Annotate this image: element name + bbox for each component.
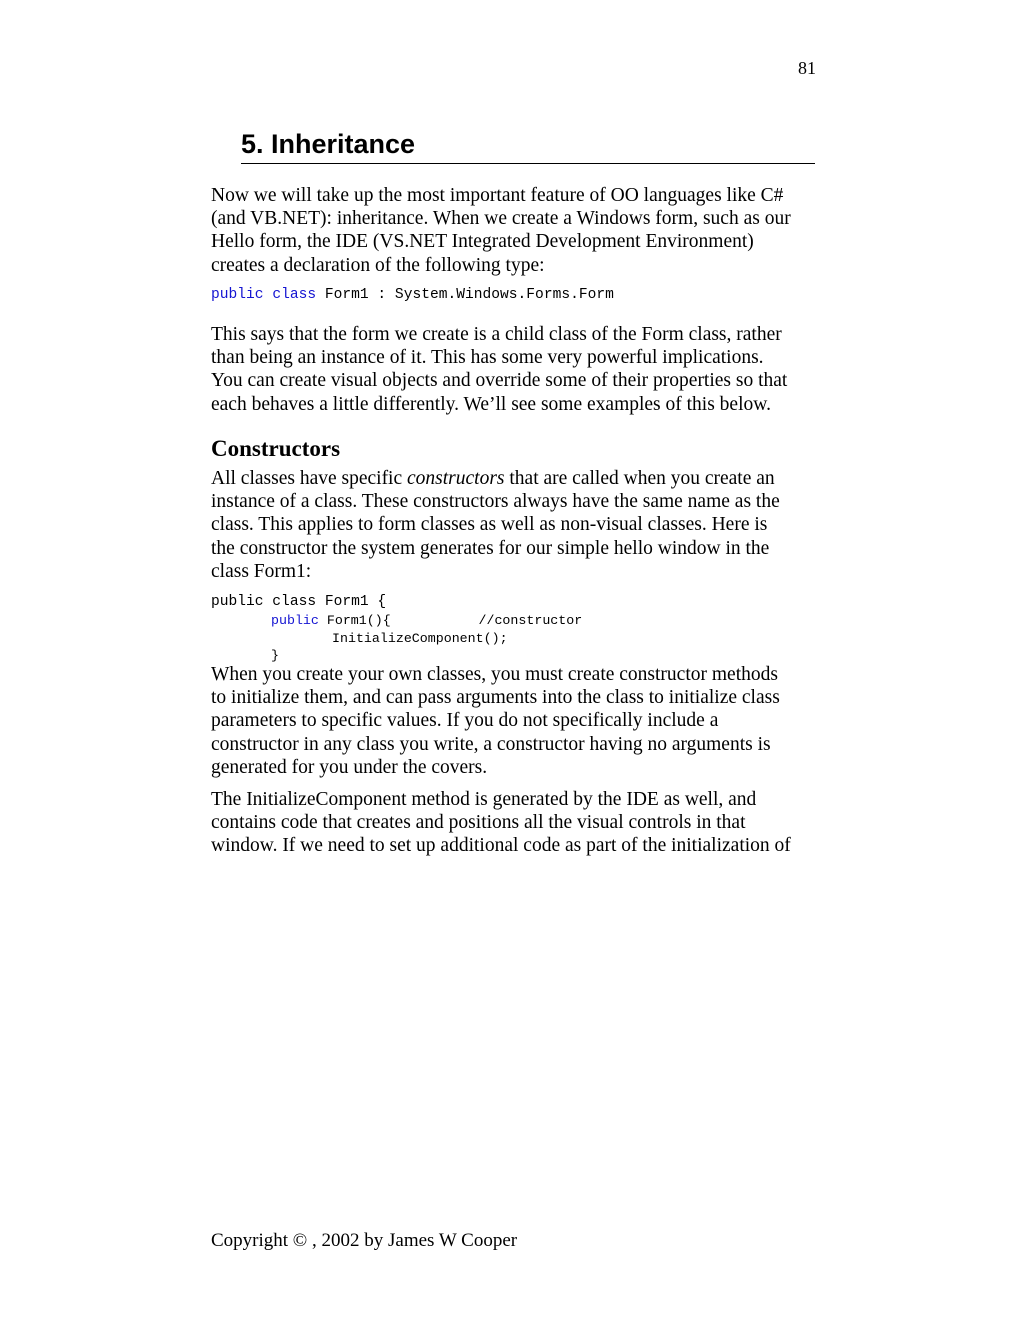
code-keyword: class [272,287,317,303]
code-line: } [271,648,279,663]
initialize-component-paragraph [211,788,821,858]
text-line: Hello form, the IDE (VS.NET Integrated Development Environment) [211,231,754,253]
copyright-footer: Copyright © , 2002 by James W Cooper [211,1230,518,1251]
page-number: 81 [798,58,816,78]
text-line: to initialize them, and can pass arguments into the class to initialize class [211,687,780,709]
constructor-methods-paragraph [211,663,821,779]
text-line: The InitializeComponent method is generated by the IDE as well, and [211,789,757,810]
intro-paragraph [211,184,821,277]
text-line: the constructor the system generates for our simple hello window in the [211,537,770,559]
code-keyword: public [211,287,264,303]
text-line: When you create your own classes, you must create constructor methods [211,664,778,685]
text-line: parameters to specific values. If you do not specifically include a [211,710,719,732]
text-line: than being an instance of it. This has some very powerful implications. [211,347,764,369]
text-line [211,467,821,490]
constructors-paragraph [211,467,821,583]
section-heading-constructors: Constructors [211,436,341,461]
text-line: (and VB.NET): inheritance. When we create a Windows form, such as our [211,208,791,230]
code-line: public class Form1 { [211,594,387,610]
text-line: You can create visual objects and override some of their properties so that [211,370,788,392]
text-line: contains code that creates and positions all the visual controls in that [211,812,746,834]
code-declaration [211,287,614,304]
code-line: InitializeComponent(); [332,631,508,646]
text-line: instance of a class. These constructors always have the same name as the [211,491,780,513]
text-line: generated for you under the covers. [211,756,488,778]
text-fragment: that are called when you create an [504,468,775,489]
code-text: Form1(){ //constructor [318,613,583,628]
italic-term: constructors [407,468,505,489]
code-text: Form1 : System.Windows.Forms.Form [324,287,614,303]
code-line [271,612,582,629]
text-line: constructor in any class you write, a constructor having no arguments is [211,733,771,755]
text-fragment: All classes have specific [211,468,408,489]
text-line: Now we will take up the most important feature of OO languages like C# [211,185,784,206]
inheritance-paragraph [211,323,821,416]
chapter-title: 5. Inheritance [241,127,815,164]
text-line: window. If we need to set up additional code as part of the initialization of [211,835,791,857]
code-keyword: public [271,613,319,628]
text-line: This says that the form we create is a child class of the Form class, rather [211,324,782,345]
text-line: each behaves a little differently. We’ll see some examples of this below. [211,393,771,415]
text-line: class Form1: [211,560,312,582]
text-line: creates a declaration of the following type: [211,254,545,276]
text-line: class. This applies to form classes as well as non-visual classes. Here is [211,514,768,536]
